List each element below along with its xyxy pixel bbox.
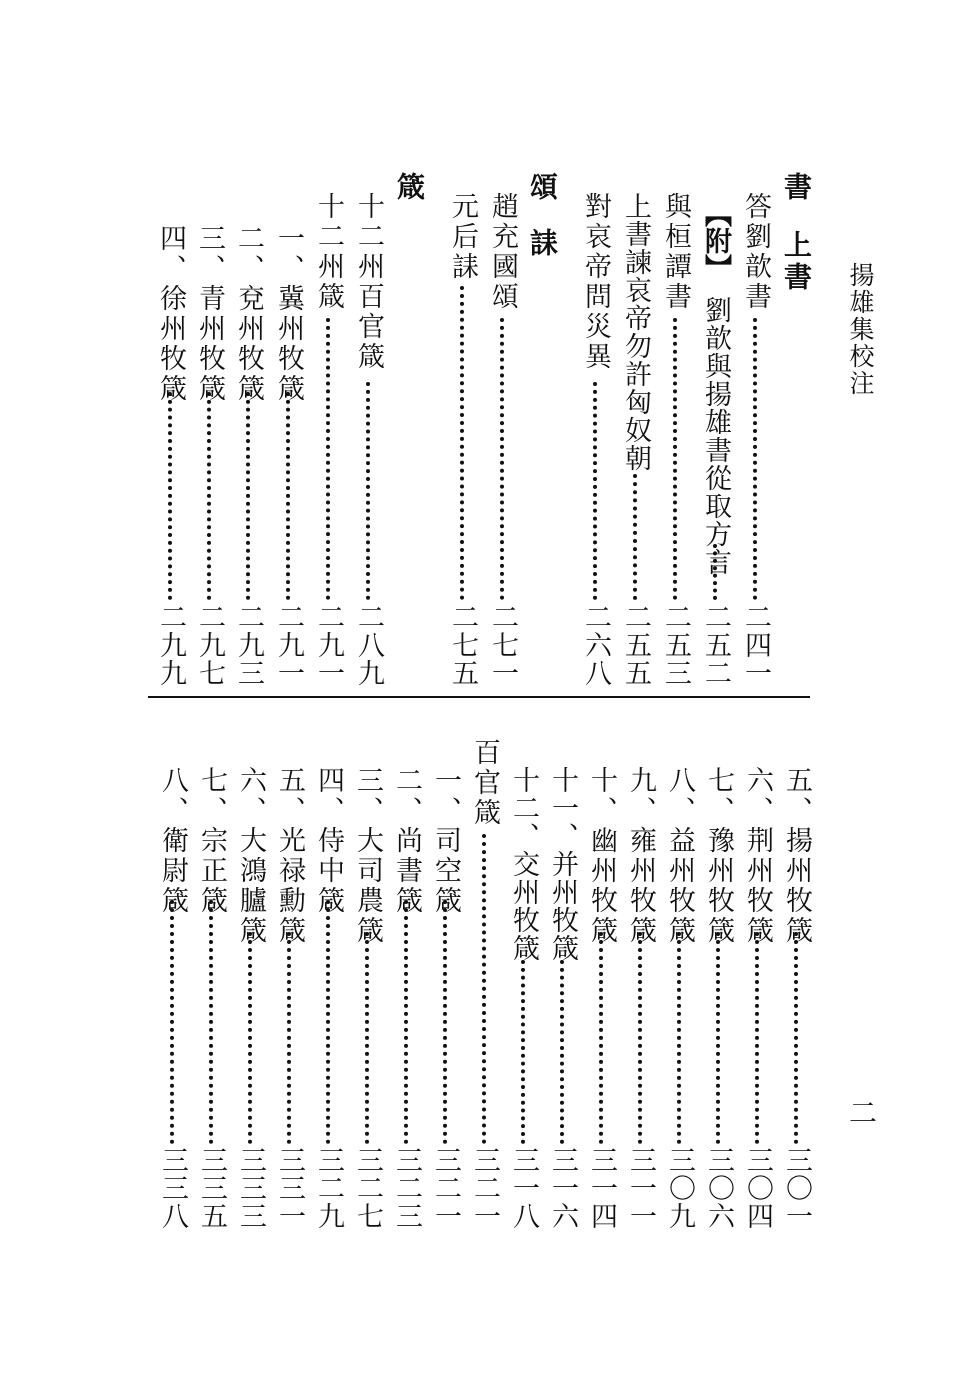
leader-dots xyxy=(753,318,757,600)
toc-entry-title: 趙充國頌 xyxy=(487,192,518,312)
toc-entry-page: 二八九 xyxy=(353,603,384,687)
toc-entry-page: 二七五 xyxy=(447,603,478,687)
toc-entry-title: 二、尚書箴 xyxy=(391,766,422,916)
toc-entry-page: 三〇一 xyxy=(781,1146,812,1230)
leader-dots xyxy=(599,932,603,1144)
toc-entry-title: 劉歆與揚雄書從取方言 xyxy=(700,296,731,576)
leader-dots xyxy=(794,932,798,1144)
toc-entry-title: 九、雍州牧箴 xyxy=(625,766,656,946)
toc-entry-page: 三〇六 xyxy=(703,1146,734,1230)
toc-entry-title: 元后誄 xyxy=(447,192,478,282)
leader-dots xyxy=(168,392,172,600)
leader-dots xyxy=(209,900,213,1144)
bracket-close: 】 xyxy=(700,254,731,281)
toc-entry-page: 二九三 xyxy=(233,603,264,687)
toc-entry-title: 上書諫哀帝勿許匈奴朝 xyxy=(620,192,651,472)
toc-entry-page: 三三五 xyxy=(196,1146,227,1230)
leader-dots xyxy=(482,834,486,1144)
leader-dots xyxy=(460,286,464,600)
section-heading-shu: 書 xyxy=(780,172,813,206)
leader-dots xyxy=(365,932,369,1144)
toc-entry-page: 二五二 xyxy=(700,603,731,687)
leader-dots xyxy=(713,544,717,600)
toc-entry-page: 三二九 xyxy=(313,1146,344,1230)
toc-entry-page: 三〇九 xyxy=(664,1146,695,1230)
toc-entry-title: 一、司空箴 xyxy=(430,766,461,916)
appendix-marker xyxy=(700,200,730,281)
section-heading-lei: 誄 xyxy=(526,228,559,262)
toc-entry-title: 一、冀州牧箴 xyxy=(273,224,304,404)
toc-entry-page: 二七一 xyxy=(487,603,518,687)
leader-dots xyxy=(673,318,677,600)
leader-dots xyxy=(170,900,174,1144)
leader-dots xyxy=(248,932,252,1144)
leader-dots xyxy=(286,392,290,600)
leader-dots xyxy=(521,960,525,1144)
leader-dots xyxy=(500,318,504,600)
leader-dots xyxy=(326,900,330,1144)
toc-entry-page: 三一一 xyxy=(625,1146,656,1230)
leader-dots xyxy=(443,900,447,1144)
toc-entry-page: 三二三 xyxy=(391,1146,422,1230)
leader-dots xyxy=(246,392,250,600)
section-divider xyxy=(148,696,810,698)
toc-entry-title: 十一、并州牧箴 xyxy=(547,766,578,962)
toc-entry-title: 二、兗州牧箴 xyxy=(233,224,264,404)
section-heading-zhen: 箴 xyxy=(393,172,426,206)
leader-dots xyxy=(287,932,291,1144)
leader-dots xyxy=(404,900,408,1144)
toc-entry-page: 三二一 xyxy=(469,1146,500,1230)
toc-entry-title: 八、益州牧箴 xyxy=(664,766,695,946)
toc-entry-title: 十、幽州牧箴 xyxy=(586,766,617,946)
bracket-open: 【 xyxy=(700,200,731,227)
toc-entry-title: 四、徐州牧箴 xyxy=(155,224,186,404)
toc-entry-title: 六、荆州牧箴 xyxy=(742,766,773,946)
toc-entry-title: 五、光禄勳箴 xyxy=(274,766,305,946)
toc-entry-page: 二四一 xyxy=(740,603,771,687)
toc-entry-page: 二五三 xyxy=(660,603,691,687)
toc-entry-page: 三一四 xyxy=(586,1146,617,1230)
toc-entry-title: 十二州百官箴 xyxy=(353,192,384,372)
toc-entry-page: 三〇四 xyxy=(742,1146,773,1230)
toc-entry-page: 二九一 xyxy=(273,603,304,687)
book-title: 揚雄集校注 xyxy=(846,262,875,397)
toc-entry-title: 四、侍中箴 xyxy=(313,766,344,916)
toc-entry-page: 二九七 xyxy=(194,603,225,687)
toc-entry-title: 百官箴 xyxy=(469,738,500,828)
toc-entry-page: 三三三 xyxy=(235,1146,266,1230)
toc-entry-page: 三二七 xyxy=(352,1146,383,1230)
toc-entry-page: 三二一 xyxy=(430,1146,461,1230)
toc-entry-title: 三、青州牧箴 xyxy=(194,224,225,404)
subsection-heading-shangshu: 上書 xyxy=(780,230,813,294)
toc-entry-title: 十二、交州牧箴 xyxy=(508,766,539,962)
toc-entry-title: 十二州箴 xyxy=(313,192,344,312)
leader-dots xyxy=(633,474,637,600)
toc-entry-page: 三一八 xyxy=(508,1146,539,1230)
toc-entry-title: 三、大司農箴 xyxy=(352,766,383,946)
toc-entry-title: 對哀帝問災異 xyxy=(580,192,611,372)
leader-dots xyxy=(366,382,370,600)
toc-entry-page: 二五五 xyxy=(620,603,651,687)
toc-entry-page: 三三一 xyxy=(274,1146,305,1230)
toc-entry-title: 七、宗正箴 xyxy=(196,766,227,916)
page-number: 二 xyxy=(845,1098,878,1126)
toc-entry-title: 五、揚州牧箴 xyxy=(781,766,812,946)
fu-label: 附 xyxy=(700,227,731,254)
toc-entry-title: 八、衛尉箴 xyxy=(157,766,188,916)
toc-entry-title: 答劉歆書 xyxy=(740,192,771,312)
leader-dots xyxy=(593,382,597,600)
toc-entry-page: 二六八 xyxy=(580,603,611,687)
leader-dots xyxy=(638,932,642,1144)
toc-entry-page: 二九九 xyxy=(155,603,186,687)
leader-dots xyxy=(677,932,681,1144)
toc-entry-title: 與桓譚書 xyxy=(660,192,691,312)
leader-dots xyxy=(755,932,759,1144)
leader-dots xyxy=(326,318,330,600)
leader-dots xyxy=(560,960,564,1144)
leader-dots xyxy=(207,392,211,600)
toc-entry-page: 三三八 xyxy=(157,1146,188,1230)
section-heading-song: 頌 xyxy=(526,172,559,206)
toc-entry-page: 三一六 xyxy=(547,1146,578,1230)
toc-entry-title: 六、大鴻臚箴 xyxy=(235,766,266,946)
toc-entry-page: 二九一 xyxy=(313,603,344,687)
toc-entry-title: 七、豫州牧箴 xyxy=(703,766,734,946)
leader-dots xyxy=(716,932,720,1144)
